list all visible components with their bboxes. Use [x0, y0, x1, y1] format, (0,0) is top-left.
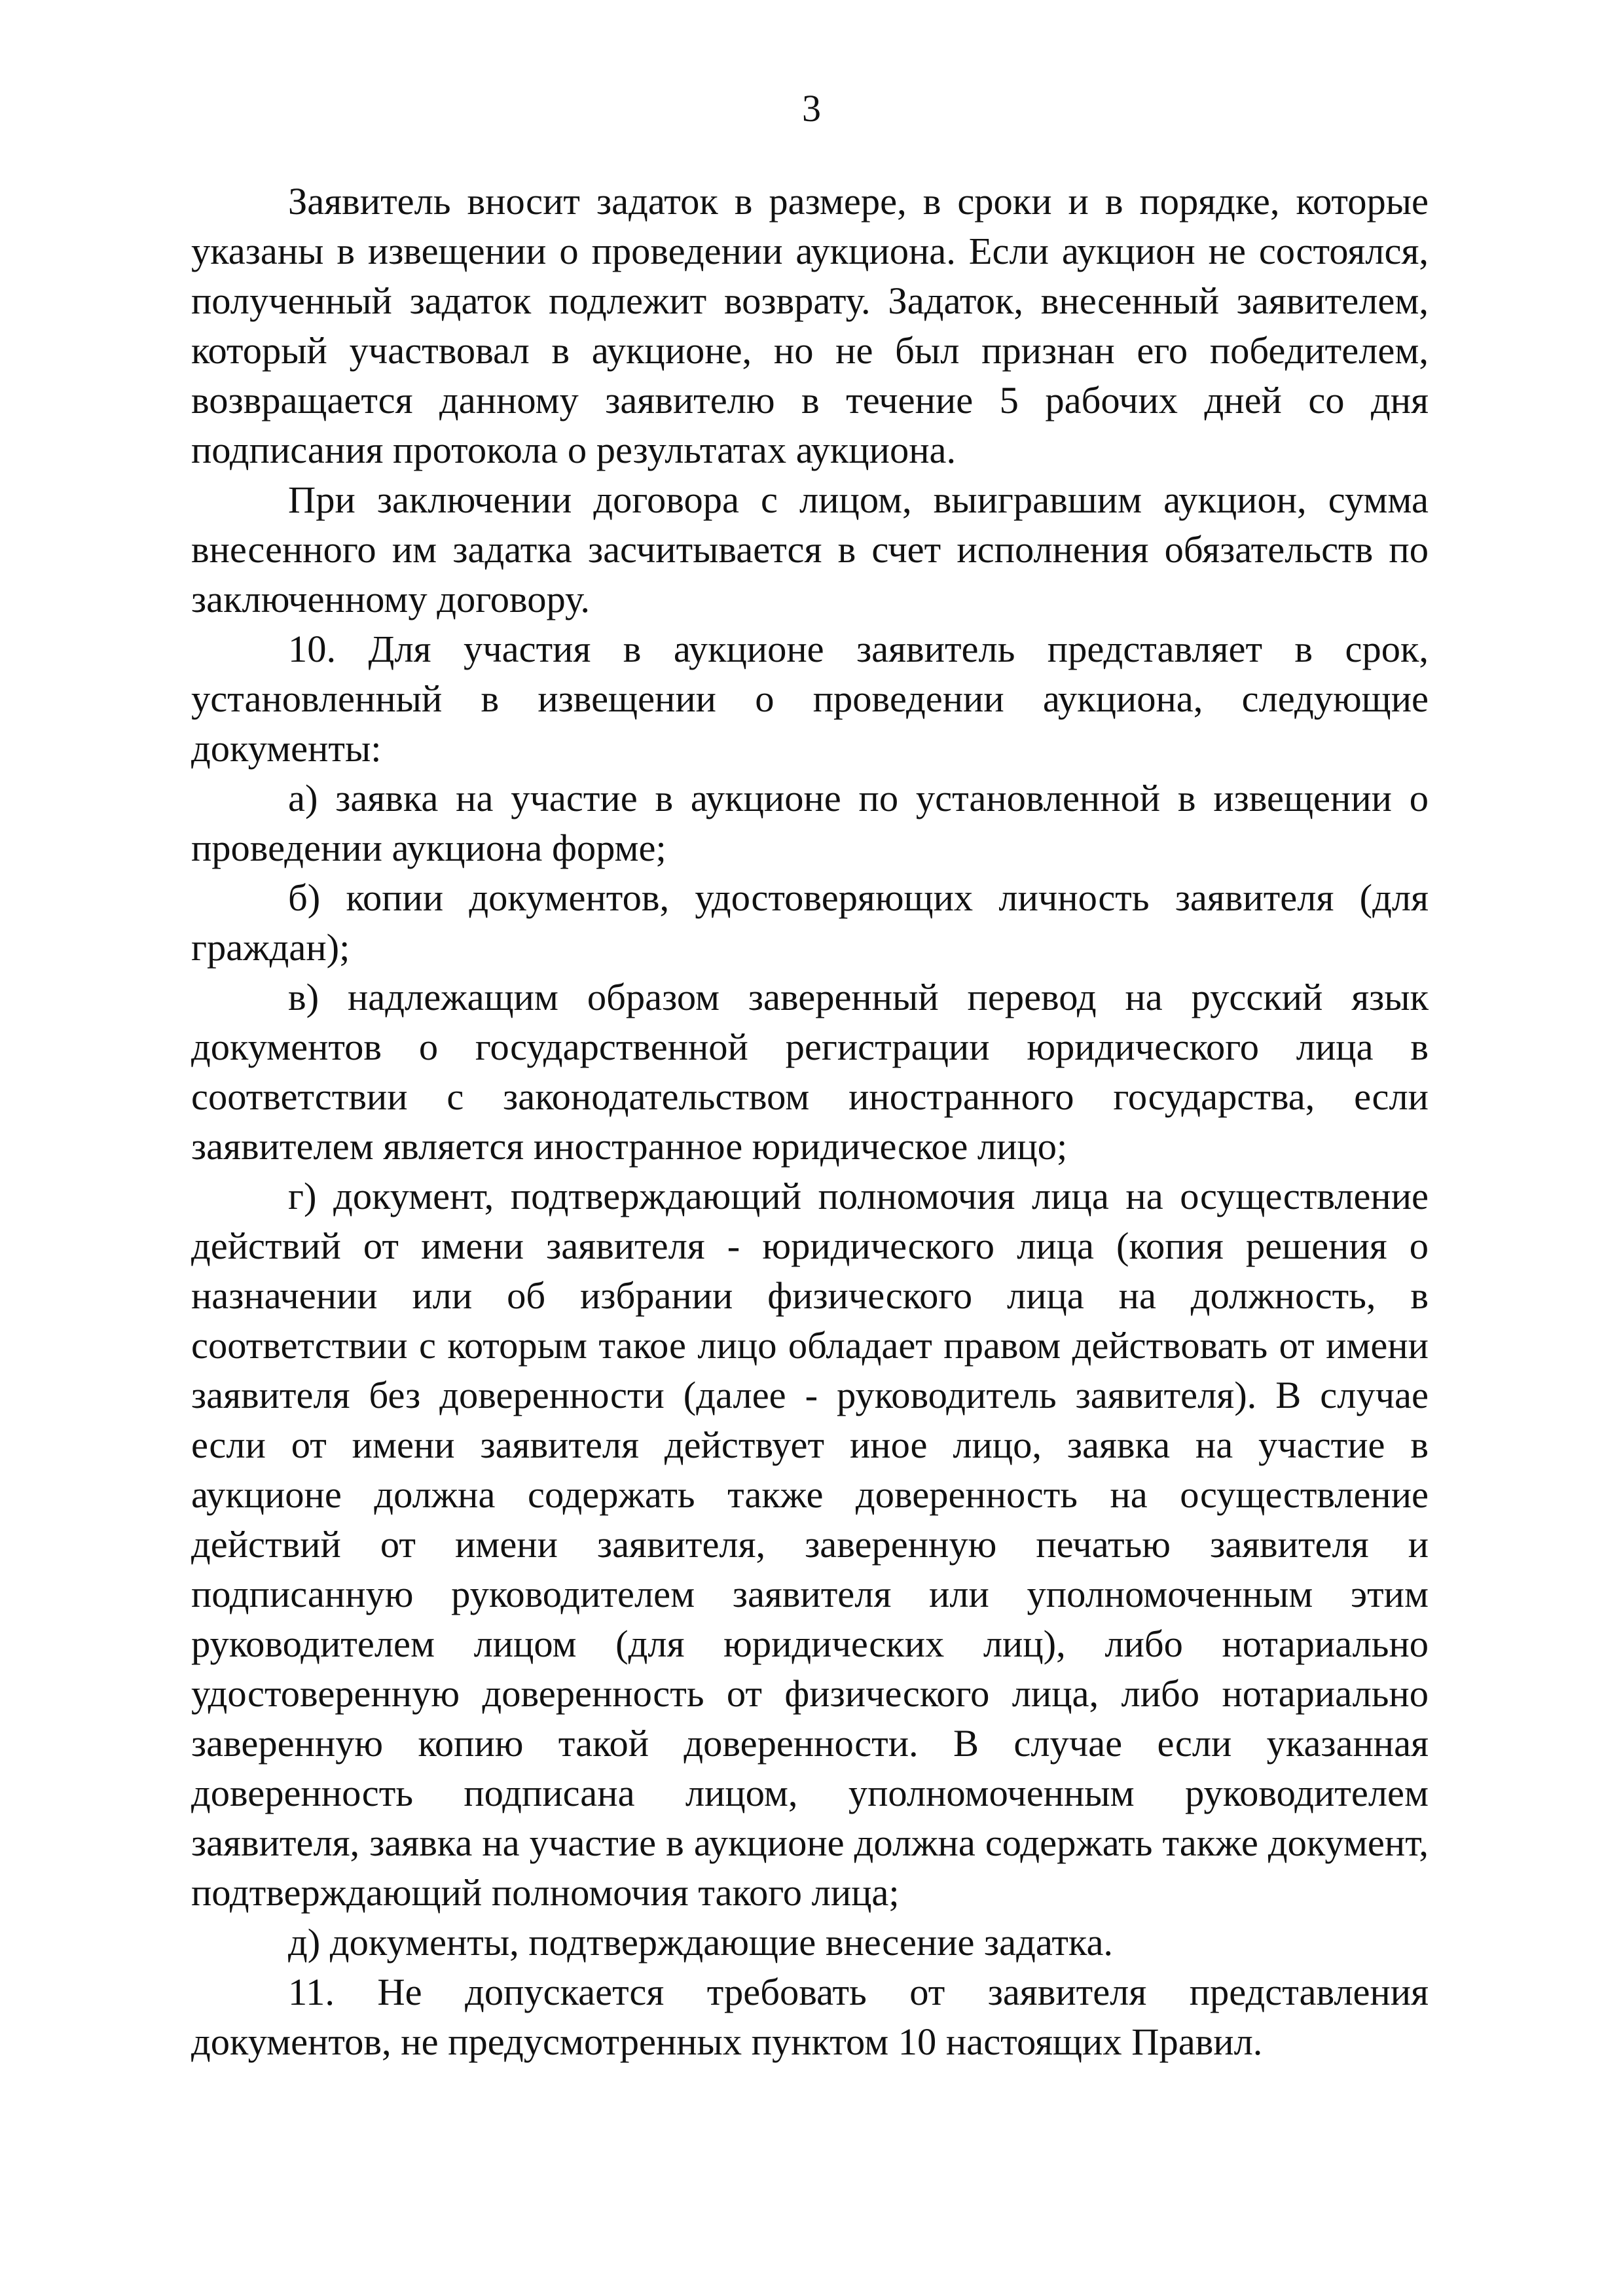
paragraph-item-10v: в) надлежащим образом заверенный перевод на русский язык документов о государственной регистрации юридического лица в соответствии с законодательством иностранного государства, если заявителем является иностранное юридическое лицо;	[191, 976, 1429, 1168]
paragraph-item-10d: д) документы, подтверждающие внесение задатка.	[288, 1921, 1114, 1964]
paragraph-deposit: Заявитель вносит задаток в размере, в сроки и в порядке, которые указаны в извещении о проведении аукциона. Если аукцион не состоялся, полученный задаток подлежит возврату. Задаток, внесенный заявителем, который участвовал в аукционе, но не был признан его победителем, возвращается данному заявителю в течение 5 рабочих дней со дня подписания протокола о результатах аукциона.	[191, 180, 1429, 471]
paragraph-item-10b: б) копии документов, удостоверяющих личность заявителя (для граждан);	[191, 876, 1429, 969]
paragraph-deposit-credit: При заключении договора с лицом, выигравшим аукцион, сумма внесенного им задатка засчитывается в счет исполнения обязательств по заключенному договору.	[191, 478, 1429, 620]
paragraph-item-11: 11. Не допускается требовать от заявителя представления документов, не предусмотренных пунктом 10 настоящих Правил.	[191, 1971, 1429, 2063]
document-body	[191, 177, 1429, 2067]
paragraph-item-10g: г) документ, подтверждающий полномочия лица на осуществление действий от имени заявителя - юридического лица (копия решения о назначении или об избрании физического лица на должность, в соответствии с которым такое лицо обладает правом действовать от имени заявителя без доверенности (далее - руководитель заявителя). В случае если от имени заявителя действует иное лицо, заявка на участие в аукционе должна содержать также доверенность на осуществление действий от имени заявителя, заверенную печатью заявителя и подписанную руководителем заявителя или уполномоченным этим руководителем лицом (для юридических лиц), либо нотариально удостоверенную доверенность от физического лица, либо нотариально заверенную копию такой доверенности. В случае если указанная доверенность подписана лицом, уполномоченным руководителем заявителя, заявка на участие в аукционе должна содержать также документ, подтверждающий полномочия такого лица;	[191, 1175, 1429, 1914]
paragraph-item-10a: а) заявка на участие в аукционе по установленной в извещении о проведении аукциона форме;	[191, 777, 1429, 869]
paragraph-item-10: 10. Для участия в аукционе заявитель представляет в срок, установленный в извещении о проведении аукциона, следующие документы:	[191, 628, 1429, 770]
page-number: 3	[802, 87, 821, 130]
